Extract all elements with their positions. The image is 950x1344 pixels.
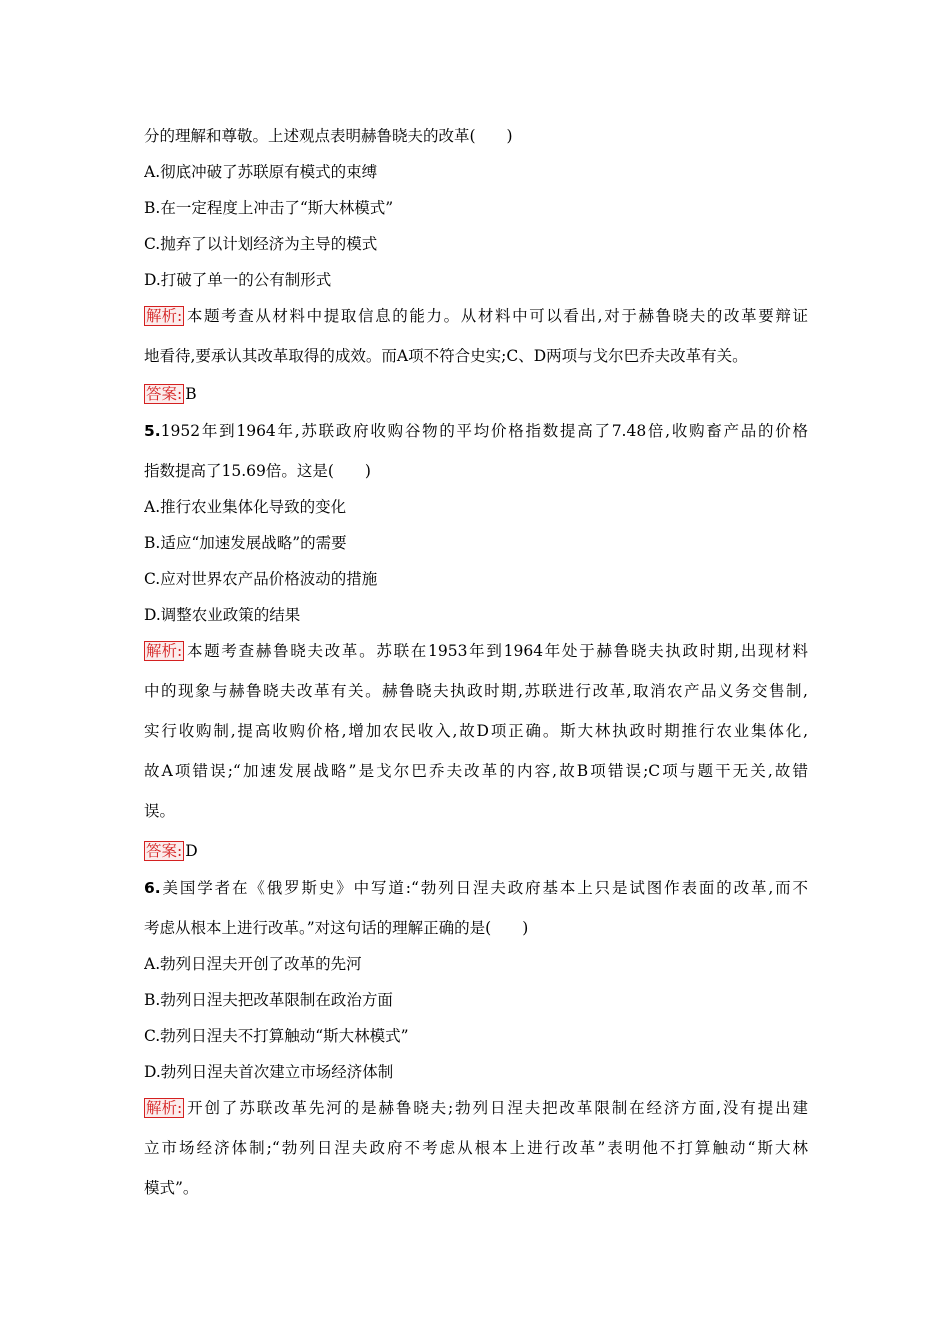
q5-analysis-text-1: 本题考查赫鲁晓夫改革。苏联在1953年到1964年处于赫鲁晓夫执政时期,出现材料 (185, 642, 808, 660)
q6-stem-text-1: 美国学者在《俄罗斯史》中写道:“勃列日涅夫政府基本上只是试图作表面的改革,而不 (160, 879, 808, 897)
q5-number: 5. (144, 422, 161, 440)
q5-option-c: C.应对世界农产品价格波动的措施 (144, 570, 378, 588)
q6-option-a: A.勃列日涅夫开创了改革的先河 (144, 955, 362, 973)
q5-answer-value: D (185, 842, 198, 860)
q6-number: 6. (144, 879, 161, 897)
q5-analysis-line-3: 实行收购制,提高收购价格,增加农民收入,故D项正确。斯大林执政时期推行农业集体化, (144, 722, 808, 740)
q6-analysis-line-3: 模式”。 (144, 1179, 199, 1197)
q4-analysis-label: 解析: (146, 307, 183, 325)
q5-option-d: D.调整农业政策的结果 (144, 606, 301, 624)
q4-analysis-line-2: 地看待,要承认其改革取得的成效。而A项不符合史实;C、D两项与戈尔巴乔夫改革有关。 (144, 347, 748, 365)
q6-analysis-line-1 (144, 1097, 808, 1119)
q6-analysis-label: 解析: (146, 1099, 183, 1117)
q6-analysis-text-1: 开创了苏联改革先河的是赫鲁晓夫;勃列日涅夫把改革限制在经济方面,没有提出建 (185, 1099, 808, 1117)
q4-stem-tail: 分的理解和尊敬。上述观点表明赫鲁晓夫的改革( ) (144, 127, 513, 145)
q4-option-c: C.抛弃了以计划经济为主导的模式 (144, 235, 378, 253)
q4-analysis-text-1: 本题考查从材料中提取信息的能力。从材料中可以看出,对于赫鲁晓夫的改革要辩证 (185, 307, 808, 325)
q4-analysis-line-1 (144, 305, 808, 327)
q4-answer-line (144, 383, 808, 405)
q4-option-d: D.打破了单一的公有制形式 (144, 271, 332, 289)
q5-option-b: B.适应“加速发展战略”的需要 (144, 534, 347, 552)
q6-stem-line-1 (144, 877, 808, 899)
q6-option-d: D.勃列日涅夫首次建立市场经济体制 (144, 1063, 394, 1081)
q5-analysis-line-4: 故A项错误;“加速发展战略”是戈尔巴乔夫改革的内容,故B项错误;C项与题干无关,故错 (144, 762, 808, 780)
q5-answer-label: 答案: (146, 842, 183, 860)
q4-option-b: B.在一定程度上冲击了“斯大林模式” (144, 199, 394, 217)
q5-analysis-line-2: 中的现象与赫鲁晓夫改革有关。赫鲁晓夫执政时期,苏联进行改革,取消农产品义务交售制, (144, 682, 808, 700)
q6-analysis-line-2: 立市场经济体制;“勃列日涅夫政府不考虑从根本上进行改革”表明他不打算触动“斯大林 (144, 1139, 808, 1157)
q6-option-b: B.勃列日涅夫把改革限制在政治方面 (144, 991, 393, 1009)
q5-stem-line-1 (144, 420, 808, 442)
q4-option-a: A.彻底冲破了苏联原有模式的束缚 (144, 163, 378, 181)
q6-option-c: C.勃列日涅夫不打算触动“斯大林模式” (144, 1027, 409, 1045)
q5-analysis-line-5: 误。 (144, 802, 176, 820)
q4-answer-value: B (185, 385, 197, 403)
q5-answer-line (144, 840, 808, 862)
q5-option-a: A.推行农业集体化导致的变化 (144, 498, 347, 516)
q5-stem-line-2: 指数提高了15.69倍。这是( ) (144, 462, 371, 480)
q5-analysis-line-1 (144, 640, 808, 662)
q5-stem-text-1: 1952年到1964年,苏联政府收购谷物的平均价格指数提高了7.48倍,收购畜产品的价格 (160, 422, 808, 440)
q6-stem-line-2: 考虑从根本上进行改革。”对这句话的理解正确的是( ) (144, 919, 529, 937)
q4-answer-label: 答案: (146, 385, 183, 403)
q5-analysis-label: 解析: (146, 642, 183, 660)
